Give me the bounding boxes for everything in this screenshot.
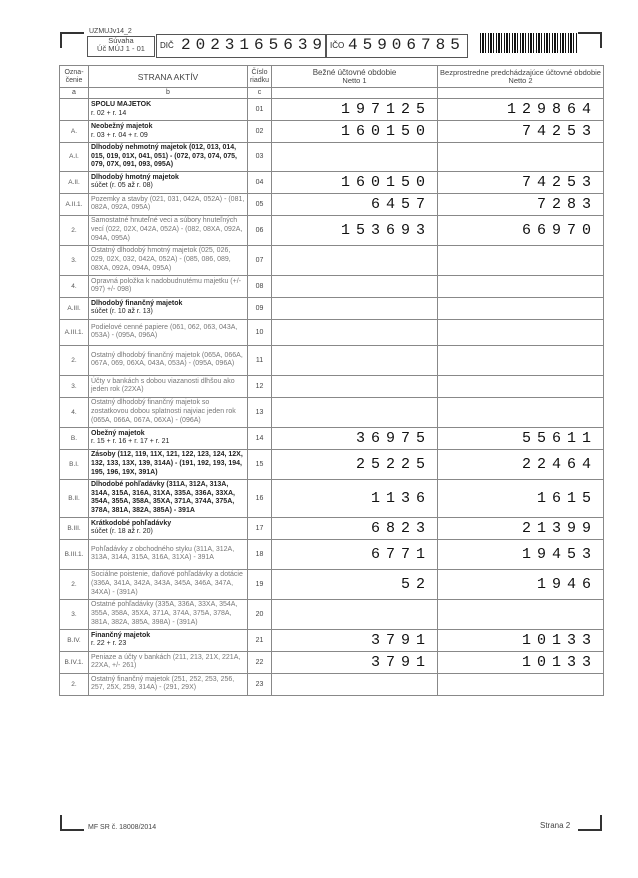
row-number: 18 <box>248 539 272 569</box>
row-title: Dlhodobý nehmotný majetok (012, 013, 014, 015, 019, 01X, 041, 051) - (072, 073, 074, 075, 079, 07X, 091, 093, 095A) <box>91 144 237 169</box>
row-title: Ostatný finančný majetok (251, 252, 253, 256, 257, 25X, 259, 314A) - (291, 29X) <box>91 675 235 692</box>
row-title: Podielové cenné papiere (061, 062, 063, 043A, 053A) - (095A, 096A) <box>91 323 238 340</box>
value-previous-period: 21399 <box>438 517 604 539</box>
col-mark-letter: a <box>60 88 89 99</box>
row-subtitle: súčet (r. 05 až r. 08) <box>91 182 153 190</box>
col-mark-header: Ozna-čenie <box>60 66 89 88</box>
table-row <box>60 427 604 449</box>
col-rownum-letter: c <box>248 88 272 99</box>
value-previous-period <box>438 245 604 275</box>
row-mark: B.I. <box>60 449 89 479</box>
row-title-cell <box>89 569 248 599</box>
row-title: Sociálne poistenie, daňové pohľadávky a dotácie (336A, 341A, 342A, 343A, 345A, 346A, 347A, 34XA) - (391A) <box>91 571 243 596</box>
row-number: 09 <box>248 297 272 319</box>
row-title: Obežný majetok <box>91 429 145 437</box>
footer-left: MF SR č. 18008/2014 <box>88 824 157 831</box>
row-number: 17 <box>248 517 272 539</box>
table-row <box>60 319 604 345</box>
value-current-period <box>272 275 438 297</box>
value-current-period: 36975 <box>272 427 438 449</box>
col-previous-title: Bezprostredne predchádzajúce účtovné obdobie <box>440 67 601 77</box>
row-number: 12 <box>248 375 272 397</box>
col-current-sub: Netto 1 <box>342 75 367 85</box>
col-previous-sub: Netto 2 <box>508 75 533 85</box>
row-mark <box>60 99 89 121</box>
row-title-cell <box>89 673 248 695</box>
value-previous-period: 66970 <box>438 215 604 245</box>
row-mark: 2. <box>60 215 89 245</box>
col-current-spacer <box>272 88 438 99</box>
row-title: Opravná položka k nadobudnutému majetku (+/- 097) +/- 098) <box>91 277 242 294</box>
value-current-period <box>272 143 438 172</box>
row-mark: B.IV. <box>60 629 89 651</box>
table-row <box>60 517 604 539</box>
row-mark: A.II.1. <box>60 193 89 215</box>
dic-label: DIČ <box>160 41 174 50</box>
row-number: 20 <box>248 599 272 629</box>
row-mark: B.IV.1. <box>60 651 89 673</box>
row-title: Peniaze a účty v bankách (211, 213, 21X, 221A, 22XA, +/- 261) <box>91 653 241 670</box>
col-rownum-header: Číslo riadku <box>248 66 272 88</box>
value-previous-period <box>438 143 604 172</box>
row-title-cell <box>89 539 248 569</box>
row-title: Samostatné hnuteľné veci a súbory hnuteľných vecí (022, 02X, 042A, 052A) - (082, 08XA, 092A, 094A, 095A) <box>91 217 243 242</box>
value-previous-period: 7283 <box>438 193 604 215</box>
table-row <box>60 629 604 651</box>
value-previous-period <box>438 673 604 695</box>
row-number: 08 <box>248 275 272 297</box>
table-row <box>60 599 604 629</box>
value-current-period <box>272 297 438 319</box>
footer-right: Strana 2 <box>540 821 571 830</box>
row-mark: 2. <box>60 673 89 695</box>
value-current-period <box>272 345 438 375</box>
row-title-cell <box>89 599 248 629</box>
value-previous-period <box>438 375 604 397</box>
row-title-cell <box>89 245 248 275</box>
ico-value: 45906785 <box>348 36 465 54</box>
row-title: Ostatný dlhodobý hmotný majetok (025, 026, 029, 02X, 032, 042A, 052A) - (085, 086, 089, 08XA, 092A, 094A, 095A) <box>91 247 231 272</box>
suvaha-title: Súvaha <box>108 36 134 45</box>
row-mark: B.III.1. <box>60 539 89 569</box>
row-mark: 2. <box>60 345 89 375</box>
value-current-period <box>272 319 438 345</box>
corner-mark-top-right <box>578 32 602 48</box>
table-row <box>60 673 604 695</box>
row-title: Ostatné pohľadávky (335A, 336A, 33XA, 354A, 355A, 358A, 35XA, 371A, 374A, 375A, 378A, 381A, 382A, 385A, 398A) - (391A) <box>91 601 238 626</box>
row-mark: 4. <box>60 397 89 427</box>
row-title-cell <box>89 449 248 479</box>
assets-table <box>59 65 604 696</box>
row-title: Pohľadávky z obchodného styku (311A, 312A, 313A, 314A, 315A, 316A, 31XA) - 391A <box>91 545 235 562</box>
row-title: Dlhodobý finančný majetok <box>91 299 183 307</box>
row-title-cell <box>89 517 248 539</box>
row-mark: 3. <box>60 375 89 397</box>
value-current-period: 153693 <box>272 215 438 245</box>
row-title: Pozemky a stavby (021, 031, 042A, 052A) - (081, 082A, 092A, 095A) <box>91 195 245 212</box>
row-number: 06 <box>248 215 272 245</box>
row-title-cell <box>89 479 248 517</box>
value-current-period: 3791 <box>272 629 438 651</box>
value-current-period: 6457 <box>272 193 438 215</box>
value-previous-period: 129864 <box>438 99 604 121</box>
row-number: 03 <box>248 143 272 172</box>
suvaha-box <box>87 36 155 57</box>
row-mark: A. <box>60 121 89 143</box>
table-row <box>60 99 604 121</box>
table-row <box>60 539 604 569</box>
table-row <box>60 375 604 397</box>
row-number: 15 <box>248 449 272 479</box>
table-row <box>60 651 604 673</box>
row-title-cell <box>89 319 248 345</box>
row-mark: 3. <box>60 245 89 275</box>
value-current-period <box>272 245 438 275</box>
row-number: 16 <box>248 479 272 517</box>
col-previous-spacer <box>438 88 604 99</box>
value-previous-period: 74253 <box>438 171 604 193</box>
row-mark: 2. <box>60 569 89 599</box>
row-mark: B.II. <box>60 479 89 517</box>
row-subtitle: r. 15 + r. 16 + r. 17 + r. 21 <box>91 438 170 446</box>
table-row <box>60 397 604 427</box>
row-title-cell <box>89 171 248 193</box>
row-subtitle: súčet (r. 18 až r. 20) <box>91 528 153 536</box>
row-mark: B.III. <box>60 517 89 539</box>
col-current-header <box>272 66 438 88</box>
table-row <box>60 275 604 297</box>
row-mark: A.III.1. <box>60 319 89 345</box>
row-title-cell <box>89 427 248 449</box>
row-number: 23 <box>248 673 272 695</box>
row-title-cell <box>89 397 248 427</box>
table-row <box>60 297 604 319</box>
row-number: 10 <box>248 319 272 345</box>
table-row <box>60 215 604 245</box>
value-current-period: 25225 <box>272 449 438 479</box>
value-previous-period: 1615 <box>438 479 604 517</box>
col-previous-header <box>438 66 604 88</box>
row-title: Ostatný dlhodobý finančný majetok (065A, 066A, 067A, 069, 06XA, 043A, 053A) - (095A, 096A) <box>91 351 243 368</box>
dic-value: 2023165639 <box>181 36 328 54</box>
table-row <box>60 345 604 375</box>
corner-mark-top-left <box>60 32 84 48</box>
row-title-cell <box>89 121 248 143</box>
row-number: 19 <box>248 569 272 599</box>
value-previous-period: 19453 <box>438 539 604 569</box>
row-title-cell <box>89 375 248 397</box>
row-number: 02 <box>248 121 272 143</box>
value-previous-period: 22464 <box>438 449 604 479</box>
value-previous-period: 55611 <box>438 427 604 449</box>
value-previous-period <box>438 319 604 345</box>
row-title-cell <box>89 99 248 121</box>
table-row <box>60 569 604 599</box>
row-title-cell <box>89 345 248 375</box>
table-row <box>60 171 604 193</box>
row-number: 22 <box>248 651 272 673</box>
row-number: 04 <box>248 171 272 193</box>
row-number: 01 <box>248 99 272 121</box>
col-current-title: Bežné účtovné obdobie <box>312 67 397 77</box>
value-previous-period: 10133 <box>438 651 604 673</box>
value-previous-period <box>438 297 604 319</box>
assets-rows <box>60 99 604 696</box>
row-number: 21 <box>248 629 272 651</box>
value-current-period: 3791 <box>272 651 438 673</box>
value-current-period <box>272 673 438 695</box>
row-title-cell <box>89 651 248 673</box>
row-title: Finančný majetok <box>91 631 151 639</box>
row-title: Krátkodobé pohľadávky <box>91 519 172 527</box>
value-previous-period: 10133 <box>438 629 604 651</box>
uc-muj-label: Úč MÚJ 1 - 01 <box>97 44 145 53</box>
table-row <box>60 245 604 275</box>
row-number: 07 <box>248 245 272 275</box>
value-current-period: 160150 <box>272 121 438 143</box>
table-row <box>60 193 604 215</box>
ico-label: IČO <box>330 41 345 50</box>
row-subtitle: r. 22 + r. 23 <box>91 640 127 648</box>
value-previous-period <box>438 345 604 375</box>
value-previous-period: 74253 <box>438 121 604 143</box>
corner-mark-bottom-right <box>578 815 602 831</box>
row-mark: A.III. <box>60 297 89 319</box>
barcode <box>480 33 578 53</box>
row-title: Zásoby (112, 119, 11X, 121, 122, 123, 124, 12X, 132, 133, 13X, 139, 314A) - (191, 192, 193, 194, 195, 196, 19X, 391A) <box>91 451 243 476</box>
value-current-period: 6771 <box>272 539 438 569</box>
value-current-period <box>272 375 438 397</box>
col-title-letter: b <box>89 88 248 99</box>
row-mark: A.I. <box>60 143 89 172</box>
row-title: SPOLU MAJETOK <box>91 100 152 108</box>
col-title-header: STRANA AKTÍV <box>89 66 248 88</box>
row-mark: B. <box>60 427 89 449</box>
value-previous-period: 1946 <box>438 569 604 599</box>
row-title: Ostatný dlhodobý finančný majetok so zostatkovou dobou splatnosti najviac jeden rok (065A, 066A, 067A, 06XA) - (096A) <box>91 399 236 424</box>
row-title-cell <box>89 143 248 172</box>
row-title: Dlhodobý hmotný majetok <box>91 173 179 181</box>
value-current-period <box>272 599 438 629</box>
form-code: UZMUJv14_2 <box>89 28 132 35</box>
row-number: 11 <box>248 345 272 375</box>
table-row <box>60 479 604 517</box>
row-mark: 4. <box>60 275 89 297</box>
row-subtitle: súčet (r. 10 až r. 13) <box>91 308 153 316</box>
value-previous-period <box>438 599 604 629</box>
row-number: 05 <box>248 193 272 215</box>
table-row <box>60 143 604 172</box>
row-title-cell <box>89 297 248 319</box>
row-title-cell <box>89 629 248 651</box>
row-title: Dlhodobé pohľadávky (311A, 312A, 313A, 314A, 315A, 316A, 31XA, 335A, 336A, 33XA, 354A, 355A, 358A, 35XA, 371A, 374A, 375A, 378A, 381A, 382A, 385A) - 391A <box>91 481 235 514</box>
value-current-period: 160150 <box>272 171 438 193</box>
row-number: 14 <box>248 427 272 449</box>
row-mark: A.II. <box>60 171 89 193</box>
ico-box <box>326 34 468 58</box>
value-previous-period <box>438 275 604 297</box>
row-subtitle: r. 03 + r. 04 + r. 09 <box>91 131 148 139</box>
row-title-cell <box>89 193 248 215</box>
value-current-period <box>272 397 438 427</box>
row-subtitle: r. 02 + r. 14 <box>91 109 127 117</box>
row-title-cell <box>89 275 248 297</box>
row-title-cell <box>89 215 248 245</box>
dic-box <box>156 34 326 58</box>
row-number: 13 <box>248 397 272 427</box>
row-title: Účty v bankách s dobou viazanosti dlhšou ako jeden rok (22XA) <box>91 377 235 394</box>
value-current-period: 6823 <box>272 517 438 539</box>
value-current-period: 197125 <box>272 99 438 121</box>
row-mark: 3. <box>60 599 89 629</box>
corner-mark-bottom-left <box>60 815 84 831</box>
row-title: Neobežný majetok <box>91 122 153 130</box>
value-current-period: 1136 <box>272 479 438 517</box>
table-row <box>60 449 604 479</box>
value-current-period: 52 <box>272 569 438 599</box>
table-row <box>60 121 604 143</box>
value-previous-period <box>438 397 604 427</box>
